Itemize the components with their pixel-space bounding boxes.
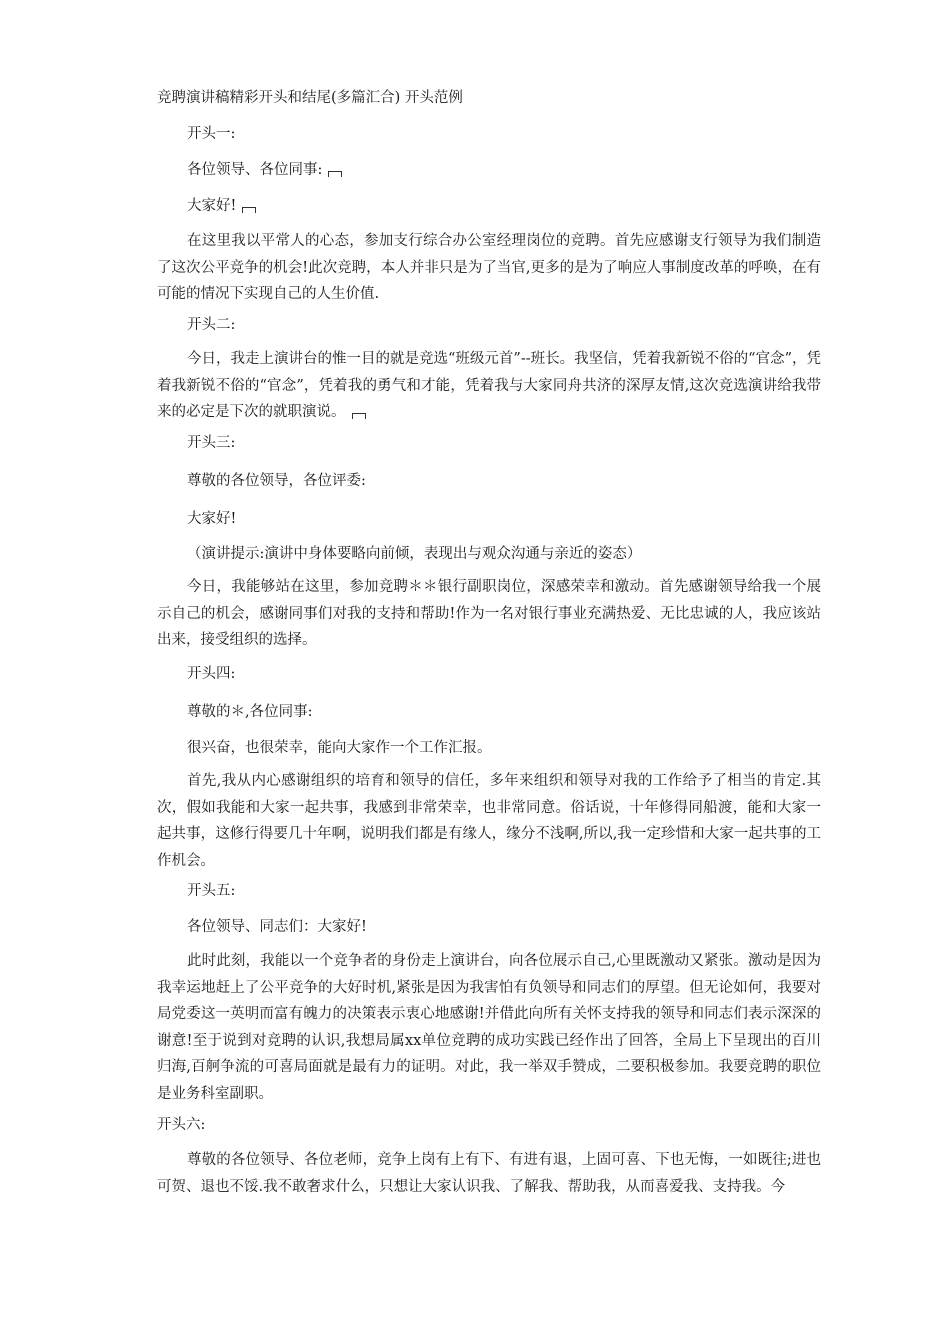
- return-mark-icon: [352, 413, 366, 419]
- return-mark-icon: [242, 207, 256, 213]
- document-title: 竞聘演讲稿精彩开头和结尾(多篇汇合) 开头范例: [157, 90, 463, 106]
- greeting-line: [187, 195, 256, 217]
- section-heading-6: 开头六:: [157, 1117, 206, 1133]
- paragraph-5: 此时此刻，我能以一个竞争者的身份走上演讲台，向各位展示自己,心里既激动又紧张。激动是因为我幸运地赶上了公平竞争的大好时机,紧张是因为我害怕有负领导和同志们的厚望。但无论如何，我要对局党委这一英明而富有魄力的决策表示衷心地感谢!并借此向所有关怀支持我的领导和同志们表示深深的谢意!至于说到对竞聘的认识,我想局属xx单位竞聘的成功实践已经作出了回答，全局上下呈现出的百川归海,百舸争流的可喜局面就是最有力的证明。对此，我一举双手赞成，二要积极参加。我要竞聘的职位是业务科室副职。: [157, 953, 821, 1102]
- paragraph-3: 今日，我能够站在这里，参加竞聘＊＊银行副职岗位，深感荣幸和激动。首先感谢领导给我一个展示自己的机会，感谢同事们对我的支持和帮助!作为一名对银行事业充满热爱、无比忠诚的人，我应该站出来，接受组织的选择。: [157, 579, 821, 648]
- salutation-line-5: 各位领导、同志们：大家好!: [187, 919, 367, 935]
- section-heading-3: 开头三:: [187, 435, 236, 451]
- paragraph-2: [157, 346, 821, 426]
- salutation-text: 各位领导、各位同事:: [187, 162, 323, 178]
- paragraph-1: 在这里我以平常人的心态，参加支行综合办公室经理岗位的竞聘。首先应感谢支行领导为我们制造了这次公平竞争的机会!此次竞聘，本人并非只是为了当官,更多的是为了响应人事制度改革的呼唤，在有可能的情况下实现自己的人生价值.: [157, 233, 821, 302]
- salutation-line-3: 尊敬的各位领导，各位评委:: [187, 473, 366, 489]
- salutation-line: [187, 159, 342, 181]
- speech-tip: （演讲提示:演讲中身体要略向前倾，表现出与观众沟通与亲近的姿态）: [187, 546, 642, 562]
- section-heading-1: 开头一:: [187, 126, 236, 142]
- paragraph-2-text: 今日，我走上演讲台的惟一目的就是竞选“班级元首”--班长。我坚信，凭着我新锐不俗的“官念”，凭着我新锐不俗的“官念”，凭着我的勇气和才能，凭着我与大家同舟共济的深厚友情,这次竞选演讲给我带来的必定是下次的就职演说。: [157, 351, 821, 420]
- section-heading-2: 开头二:: [187, 317, 236, 333]
- paragraph-6: 尊敬的各位领导、各位老师，竞争上岗有上有下、有进有退，上固可喜、下也无悔，一如既往;进也可贺、退也不馁.我不敢奢求什么，只想让大家认识我、了解我、帮助我，从而喜爱我、支持我。今: [157, 1152, 821, 1195]
- greeting-text: 大家好!: [187, 198, 237, 214]
- intro-line-4: 很兴奋，也很荣幸，能向大家作一个工作汇报。: [187, 740, 492, 756]
- return-mark-icon: [328, 171, 342, 177]
- salutation-line-4: 尊敬的＊,各位同事:: [187, 704, 313, 720]
- paragraph-4: 首先,我从内心感谢组织的培育和领导的信任，多年来组织和领导对我的工作给予了相当的肯定.其次，假如我能和大家一起共事，我感到非常荣幸，也非常同意。俗话说，十年修得同船渡，能和大家一起共事，这修行得要几十年啊，说明我们都是有缘人，缘分不浅啊,所以,我一定珍惜和大家一起共事的工作机会。: [157, 773, 821, 869]
- greeting-line-3: 大家好!: [187, 511, 237, 527]
- section-heading-5: 开头五:: [187, 883, 236, 899]
- section-heading-4: 开头四:: [187, 666, 236, 682]
